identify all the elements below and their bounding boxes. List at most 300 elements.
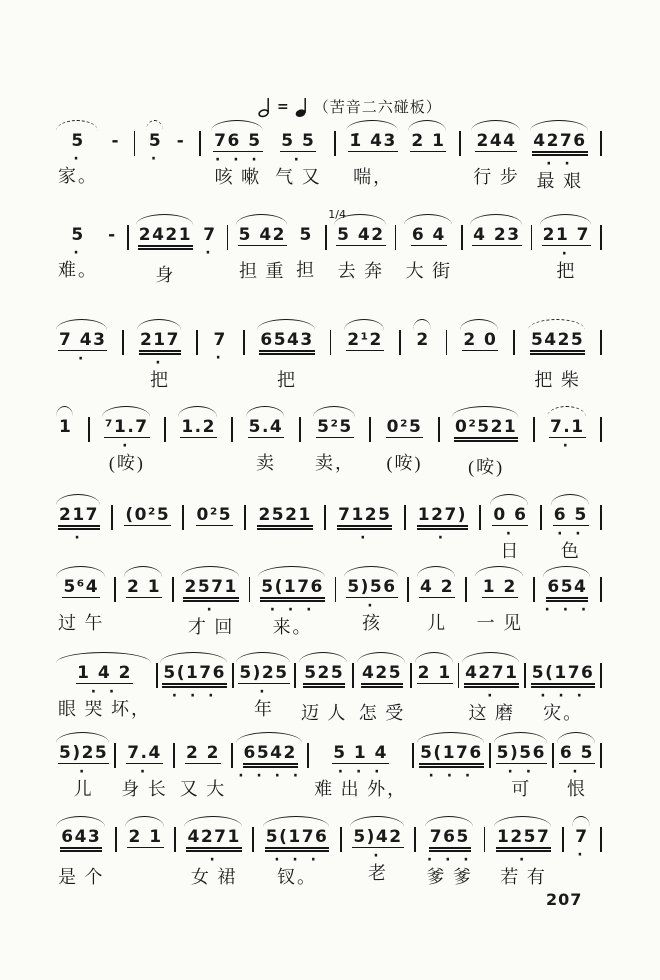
note-group — [238, 212, 287, 285]
slur-arc — [470, 214, 521, 225]
barline-mark — [524, 663, 526, 688]
note-numbers: 76 5 — [214, 131, 262, 151]
barline — [156, 650, 158, 717]
note-numbers: 7.1 — [549, 417, 585, 437]
note-group — [111, 118, 122, 190]
barline — [404, 492, 406, 559]
note-numbers: 1.2 — [181, 417, 216, 437]
slur-arc — [137, 319, 181, 330]
lyric: 卖 — [255, 453, 276, 473]
slur-arc — [425, 816, 474, 827]
octave-dots: · — [74, 530, 84, 546]
note-group — [530, 317, 585, 394]
note-numbers: 7 — [203, 225, 217, 245]
note-numbers: 2521 — [257, 505, 312, 530]
lyric: 眼 哭 坏， — [58, 699, 151, 719]
note-numbers: - — [108, 225, 117, 245]
slur-arc — [257, 319, 314, 330]
lyric: 迈 人 — [300, 703, 348, 723]
octave-dots: · — [122, 438, 132, 454]
barline-mark — [122, 330, 124, 355]
note-group — [417, 650, 453, 723]
barline-mark — [465, 577, 467, 602]
barline-mark — [600, 505, 602, 530]
barline-mark — [410, 663, 412, 688]
lyric: 把 柴 — [534, 370, 581, 390]
note-group — [532, 118, 587, 195]
note-numbers: 4 23 — [473, 225, 521, 245]
barline-mark — [600, 663, 602, 688]
barline — [227, 212, 229, 279]
lyric: 恨 — [566, 779, 587, 799]
note-numbers: 2421 — [138, 225, 193, 250]
note-group — [492, 492, 528, 565]
note-numbers: 7 — [213, 330, 227, 350]
barline — [330, 317, 332, 384]
note-numbers: 2571 — [183, 577, 238, 602]
note-numbers: 2 — [416, 330, 430, 350]
note-numbers: 127) — [417, 505, 468, 530]
barline — [533, 564, 535, 631]
barline — [395, 212, 397, 279]
slur-arc — [56, 406, 73, 417]
note-numbers: 0²5 — [196, 505, 233, 525]
lyric: 来。 — [272, 617, 313, 637]
lyric: 才 回 — [187, 617, 235, 637]
note-group — [104, 404, 150, 477]
octave-dots: · — [73, 151, 83, 167]
note-group — [352, 814, 403, 887]
slur-arc — [56, 566, 105, 577]
slur-arc — [211, 120, 262, 131]
barline-mark — [600, 131, 602, 156]
octave-dots: · — [487, 688, 497, 704]
barline — [324, 492, 326, 559]
note-group — [553, 492, 589, 565]
barline — [458, 650, 460, 717]
octave-dots: · · · — [540, 688, 586, 704]
note-group — [346, 564, 397, 637]
octave-dots: · — [206, 602, 216, 618]
barline-mark — [294, 663, 296, 688]
slur-arc — [136, 214, 193, 225]
barline — [461, 212, 463, 279]
note-group — [58, 404, 73, 476]
barline-mark — [552, 743, 554, 768]
octave-dots: · · · — [337, 764, 384, 780]
note-group — [124, 492, 171, 565]
slur-arc — [178, 406, 217, 417]
note-group — [58, 317, 107, 390]
barline-mark — [244, 505, 246, 530]
note-group — [336, 212, 385, 285]
barline — [88, 404, 90, 471]
barline — [134, 118, 136, 185]
octave-dots: · — [293, 152, 303, 168]
lyric: 又 大 — [179, 779, 227, 799]
note-group — [238, 730, 302, 807]
barline — [199, 118, 201, 185]
lyric: 卖， — [314, 453, 355, 473]
note-group — [574, 814, 589, 886]
note-group — [314, 730, 407, 803]
slur-arc — [56, 816, 105, 827]
octave-dots: · · · — [215, 152, 261, 168]
slur-arc — [263, 816, 330, 827]
barline-mark — [134, 131, 136, 156]
note-group — [315, 404, 355, 477]
note-numbers: 0²521 — [454, 417, 518, 442]
barline — [172, 564, 174, 631]
score-line-2 — [58, 208, 602, 289]
octave-dots: · · · — [544, 602, 591, 618]
note-numbers: - — [176, 131, 186, 151]
barline — [164, 404, 166, 471]
barline — [127, 212, 129, 279]
barline-mark — [352, 663, 354, 688]
octave-dots: · — [561, 246, 571, 262]
note-numbers: 1 — [59, 417, 73, 437]
barline-mark — [513, 330, 515, 355]
note-numbers: 1257 — [496, 827, 551, 852]
note-group — [58, 730, 109, 803]
note-numbers: 4271 — [186, 827, 241, 852]
octave-dots: · — [562, 438, 572, 454]
octave-dots: · — [205, 245, 215, 261]
barline-mark — [531, 225, 533, 250]
slur-arc — [246, 406, 285, 417]
lyric: 儿 — [73, 779, 94, 799]
barline-mark — [232, 663, 234, 688]
barline-mark — [459, 131, 461, 156]
slur-arc — [494, 816, 551, 827]
note-numbers: 5 — [299, 225, 313, 245]
barline-mark — [172, 577, 174, 602]
slur-arc — [408, 120, 446, 131]
slur-arc — [56, 652, 151, 663]
barline-mark — [600, 827, 602, 852]
note-numbers: 765 — [429, 827, 471, 852]
score-line-5 — [58, 492, 602, 569]
score-line-1 — [58, 118, 602, 195]
barline-mark — [111, 505, 113, 530]
barline-mark — [114, 577, 116, 602]
octave-dots: · — [78, 351, 88, 367]
slur-arc — [540, 214, 591, 225]
note-group — [464, 650, 519, 727]
barline-mark — [335, 577, 337, 602]
octave-dots: · · — [557, 526, 585, 542]
slur-arc — [528, 319, 585, 330]
note-group — [148, 118, 163, 190]
slur-arc — [56, 120, 98, 131]
note-group — [406, 212, 453, 285]
note-group — [417, 492, 468, 569]
lyric: 身 — [155, 265, 176, 285]
barline — [299, 404, 301, 471]
slur-arc — [551, 494, 589, 505]
slur-arc — [557, 732, 595, 743]
score-line-8 — [58, 730, 602, 807]
octave-dots: · — [139, 764, 150, 780]
barline-mark — [231, 743, 233, 768]
score-line-4 — [58, 404, 602, 481]
note-numbers: 1 4 2 — [77, 663, 132, 683]
barline — [489, 730, 491, 797]
barline-mark — [461, 225, 463, 250]
barline — [531, 212, 533, 279]
note-group — [180, 404, 217, 477]
barline — [334, 118, 336, 185]
lyric: (咹) — [386, 453, 423, 473]
barline — [182, 492, 184, 559]
note-group — [58, 212, 98, 284]
note-numbers: 217 — [58, 505, 100, 530]
barline-mark — [196, 330, 198, 355]
slur-arc — [160, 652, 227, 663]
barline — [465, 564, 467, 631]
barline-mark — [182, 505, 184, 530]
slur-arc — [146, 120, 163, 131]
note-numbers: 4271 — [464, 663, 519, 688]
note-numbers: 1 2 — [482, 577, 517, 597]
note-group — [107, 212, 118, 284]
note-numbers: 525 — [303, 663, 345, 688]
note-group — [275, 118, 322, 191]
note-group — [186, 814, 241, 891]
score-line-6 — [58, 564, 602, 641]
note-group — [213, 118, 262, 191]
note-numbers: 5 1 4 — [333, 743, 389, 763]
note-group — [477, 564, 524, 637]
slur-arc — [572, 816, 589, 827]
lyric: 去 奔 — [337, 261, 385, 281]
lyric: 家。 — [58, 166, 98, 186]
note-numbers: 5 42 — [238, 225, 286, 245]
lyric: (咹) — [468, 457, 505, 477]
note-group — [496, 814, 551, 891]
barline — [231, 730, 233, 797]
note-group — [58, 650, 151, 723]
barline-mark — [243, 330, 245, 355]
barline — [369, 404, 371, 471]
barline — [412, 730, 414, 797]
note-numbers: 5²5 — [317, 417, 353, 437]
note-group — [496, 730, 547, 803]
octave-dots: · — [78, 764, 89, 780]
barline — [459, 118, 461, 185]
barline-mark — [340, 827, 342, 852]
lyric: 咳 嗽 — [214, 167, 262, 187]
note-numbers: 425 — [361, 663, 403, 688]
barline — [600, 317, 602, 384]
meter-annotation: 1/4 — [328, 208, 346, 221]
slur-arc — [344, 566, 397, 577]
lyric: 老 — [367, 863, 388, 883]
note-group — [58, 564, 105, 637]
lyric: 把 — [149, 370, 170, 390]
slur-arc — [452, 406, 518, 417]
barline-mark — [446, 330, 448, 355]
note-numbers: 5(176 — [162, 663, 227, 688]
barline-mark — [174, 827, 176, 852]
note-group — [162, 650, 227, 727]
note-numbers: 5(176 — [419, 743, 484, 768]
slur-arc — [475, 566, 524, 577]
note-numbers: 5)25 — [239, 663, 289, 683]
note-group — [549, 404, 586, 477]
barline-mark — [231, 417, 233, 442]
barline — [479, 492, 481, 559]
note-group — [265, 814, 330, 891]
note-group — [386, 404, 424, 477]
barline-mark — [438, 417, 440, 442]
barline — [249, 564, 251, 631]
octave-dots: · — [259, 684, 269, 700]
octave-dots: · — [215, 350, 225, 366]
slur-arc — [471, 120, 520, 131]
barline-mark — [299, 417, 301, 442]
barline — [600, 404, 602, 471]
note-numbers: 0 6 — [493, 505, 528, 525]
note-numbers: 0²5 — [386, 417, 423, 437]
barline-mark — [334, 131, 336, 156]
note-group — [183, 564, 238, 641]
barline-mark — [325, 225, 327, 250]
lyric: 日 — [500, 541, 521, 561]
note-numbers: - — [111, 131, 121, 151]
note-group — [213, 317, 228, 389]
barline-mark — [307, 743, 309, 768]
barline — [600, 814, 602, 881]
slur-arc — [334, 214, 385, 225]
octave-dots: · — [572, 764, 582, 780]
barline — [600, 564, 602, 631]
lyric: 最 艰 — [536, 171, 584, 191]
barline-mark — [395, 225, 397, 250]
note-group — [545, 564, 591, 641]
lyric: 年 — [253, 699, 274, 719]
note-numbers: 5⁶4 — [63, 577, 100, 597]
note-numbers: 6543 — [259, 330, 314, 355]
octave-dots: · · — [507, 764, 536, 780]
note-numbers: 2¹2 — [347, 330, 383, 350]
note-numbers: 5)25 — [59, 743, 109, 763]
slur-arc — [236, 214, 287, 225]
barline-mark — [369, 417, 371, 442]
octave-dots: · — [577, 847, 587, 863]
barline-mark — [600, 743, 602, 768]
slur-arc — [490, 494, 528, 505]
barline — [122, 317, 124, 384]
slur-arc — [56, 732, 109, 743]
slur-arc — [181, 566, 238, 577]
score-line-9 — [58, 814, 602, 891]
lyric: 钗。 — [277, 867, 318, 887]
tempo-marking — [258, 95, 442, 118]
barline — [231, 404, 233, 471]
lyric: 是 个 — [58, 867, 105, 887]
barline — [552, 730, 554, 797]
octave-dots: · — [437, 530, 448, 546]
note-numbers: 7 43 — [59, 330, 107, 350]
lyric: 可 — [511, 779, 532, 799]
slur-arc — [350, 816, 403, 827]
barline — [600, 492, 602, 559]
slur-arc — [236, 652, 289, 663]
barline — [399, 317, 401, 384]
octave-dots: · — [73, 245, 83, 261]
barline — [196, 317, 198, 384]
barline — [484, 814, 486, 881]
octave-dots: · — [505, 526, 516, 542]
barline — [513, 317, 515, 384]
note-numbers: 5)56 — [347, 577, 397, 597]
barline — [414, 814, 416, 881]
lyric: 难 出 外， — [314, 779, 408, 799]
slur-arc — [344, 319, 384, 330]
barline — [174, 814, 176, 881]
note-group — [296, 212, 316, 284]
note-numbers: 7.4 — [127, 743, 162, 763]
note-group — [58, 814, 105, 891]
equals-sign: = — [277, 98, 290, 115]
note-group — [473, 118, 520, 191]
note-group — [127, 814, 163, 887]
barline-mark — [600, 417, 602, 442]
slur-arc — [299, 652, 348, 663]
barline — [562, 814, 564, 881]
note-numbers: 5 42 — [337, 225, 385, 245]
note-group — [348, 118, 397, 191]
slur-arc — [417, 732, 484, 743]
slur-arc — [56, 319, 107, 330]
note-numbers: 5(176 — [260, 577, 325, 602]
note-numbers: 2 1 — [417, 663, 452, 683]
note-group — [259, 317, 314, 394]
slur-arc — [236, 732, 302, 743]
barline-mark — [600, 577, 602, 602]
note-group — [248, 404, 285, 477]
note-group — [337, 492, 392, 569]
barline-mark — [399, 330, 401, 355]
barline — [114, 730, 116, 797]
lyric: 把 — [277, 370, 298, 390]
barline-mark — [414, 827, 416, 852]
barline — [600, 730, 602, 797]
slur-arc — [357, 652, 406, 663]
barline-mark — [173, 743, 175, 768]
barline-mark — [115, 827, 117, 852]
octave-dots: · — [373, 848, 383, 864]
note-numbers: 5(176 — [265, 827, 330, 852]
note-numbers: 21 7 — [542, 225, 591, 245]
barline — [232, 650, 234, 717]
slur-arc — [417, 566, 455, 577]
octave-dots: · · · — [428, 768, 475, 784]
note-numbers: 2 0 — [463, 330, 498, 350]
octave-dots: · · · — [274, 852, 320, 868]
note-numbers: 4 2 — [420, 577, 455, 597]
barline-mark — [164, 417, 166, 442]
lyric: 一 见 — [476, 613, 524, 633]
half-note-icon — [258, 95, 272, 118]
lyric: 儿 — [427, 613, 448, 633]
octave-dots: · · · · — [238, 768, 303, 784]
slur-arc — [56, 494, 100, 505]
octave-dots: · · · — [426, 852, 473, 868]
note-group — [359, 650, 406, 727]
